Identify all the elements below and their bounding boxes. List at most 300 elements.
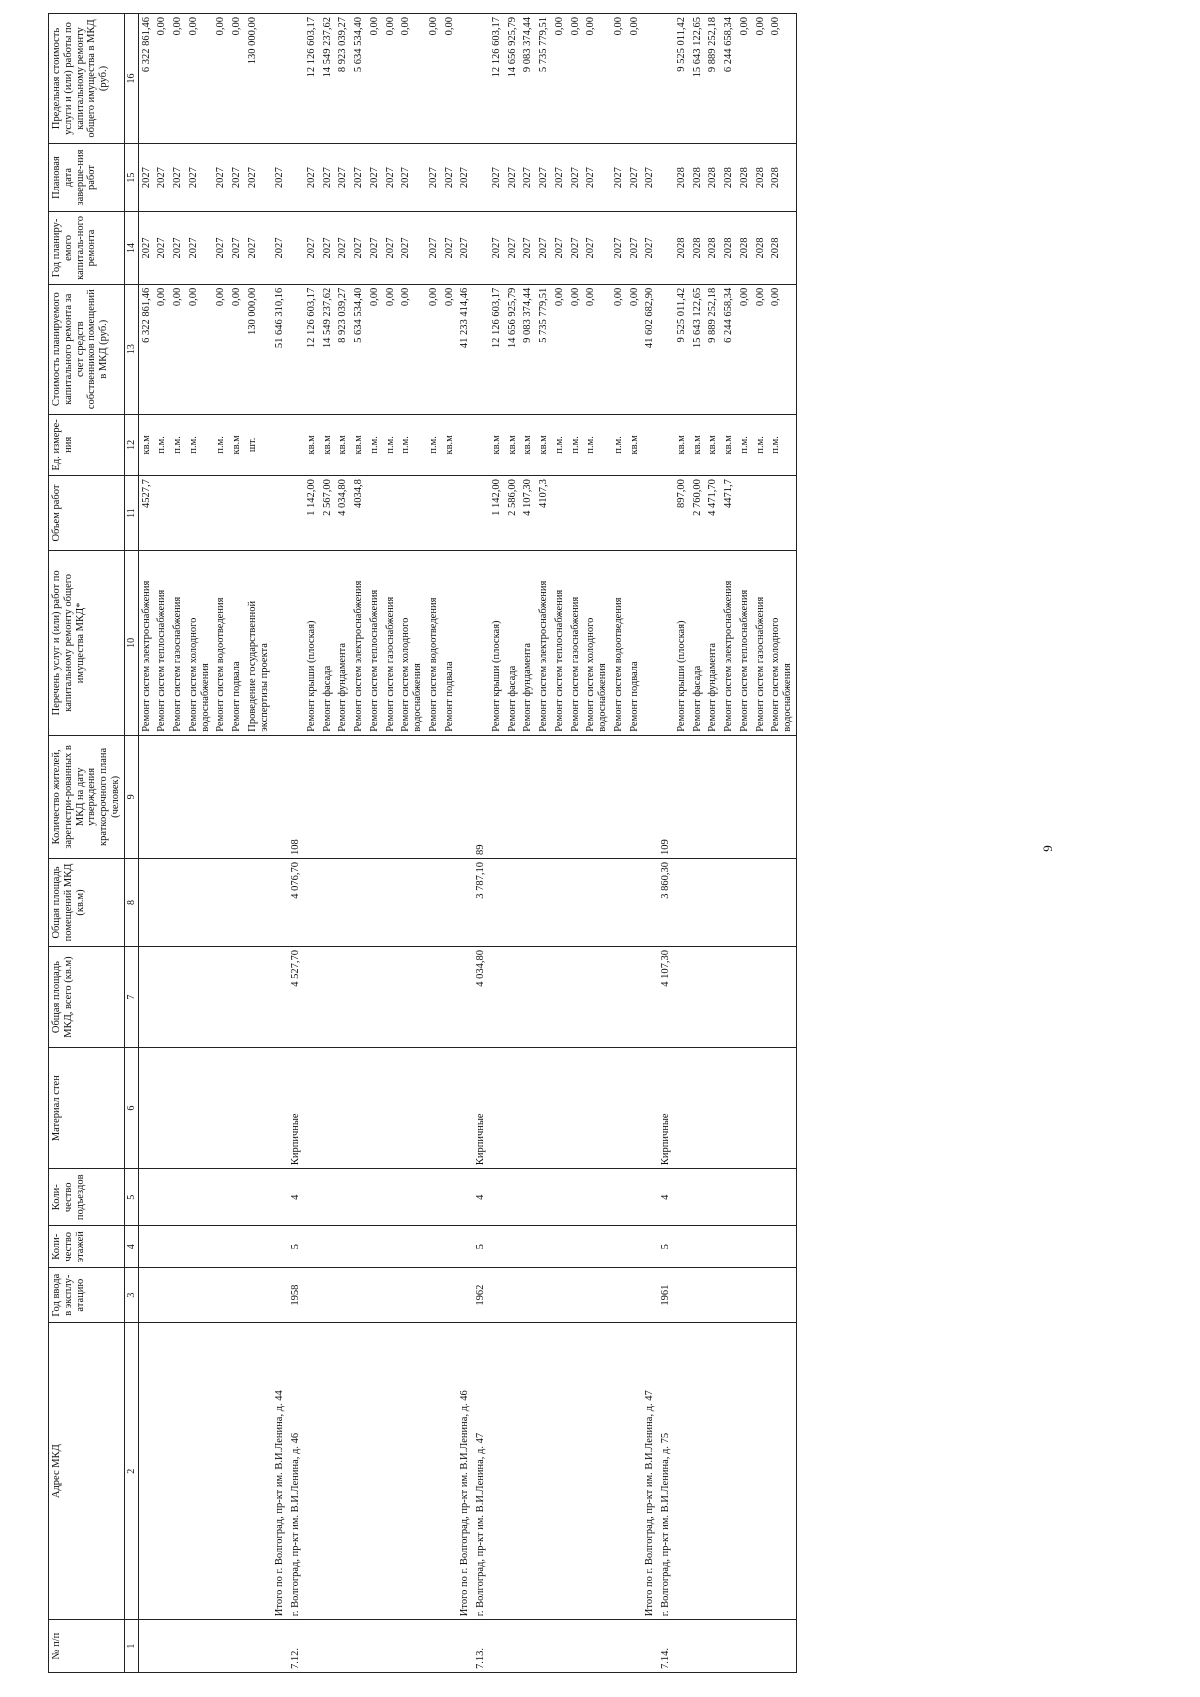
work-end-date: 2027: [383, 143, 399, 211]
empty-cell: [753, 1323, 769, 1620]
work-end-date: 2027: [245, 143, 273, 211]
work-year: 2028: [768, 212, 796, 285]
empty-cell: [768, 946, 796, 1047]
empty-cell: [658, 550, 674, 735]
empty-cell: [170, 1620, 186, 1673]
empty-cell: [674, 946, 690, 1047]
empty-cell: [583, 1048, 611, 1169]
work-unit: кв.м: [690, 414, 706, 476]
work-row: [690, 14, 706, 1673]
empty-cell: [442, 1226, 458, 1268]
house-row: [658, 14, 674, 1673]
empty-cell: [753, 1169, 769, 1226]
empty-cell: [170, 1169, 186, 1226]
empty-cell: [690, 1268, 706, 1323]
empty-cell: [245, 1048, 273, 1169]
work-row: [351, 14, 367, 1673]
empty-cell: [457, 1169, 473, 1226]
work-end-date: 2027: [170, 143, 186, 211]
work-cost: 8 923 039,27: [335, 284, 351, 414]
empty-cell: [505, 1169, 521, 1226]
work-name: Ремонт фундамента: [335, 550, 351, 735]
work-end-date: 2027: [320, 143, 336, 211]
work-volume: [442, 476, 458, 551]
work-end-date: 2028: [705, 143, 721, 211]
work-end-date: 2027: [229, 143, 245, 211]
empty-cell: [768, 735, 796, 858]
empty-cell: [721, 735, 737, 858]
empty-cell: [737, 858, 753, 946]
work-row: [213, 14, 229, 1673]
empty-cell: [288, 550, 304, 735]
empty-cell: [642, 1226, 658, 1268]
work-cost: 0,00: [627, 284, 643, 414]
empty-cell: [138, 1048, 154, 1169]
work-row: [520, 14, 536, 1673]
total-label: Итого по г. Волгоград, пр-кт им. В.И.Ленина, д. 47: [642, 1323, 658, 1620]
work-name: Ремонт систем холодного водоснабжения: [768, 550, 796, 735]
total-year: 2027: [642, 212, 658, 285]
work-unit: кв.м: [138, 414, 154, 476]
work-end-date: 2028: [768, 143, 796, 211]
work-row: [186, 14, 214, 1673]
empty-cell: [457, 858, 473, 946]
work-volume: 4527,7: [138, 476, 154, 551]
empty-cell: [426, 1048, 442, 1169]
empty-cell: [170, 946, 186, 1047]
area-total: 4 107,30: [658, 946, 674, 1047]
empty-cell: [457, 946, 473, 1047]
empty-cell: [505, 1226, 521, 1268]
work-name: Ремонт систем водоотведения: [213, 550, 229, 735]
empty-cell: [489, 946, 505, 1047]
empty-cell: [335, 946, 351, 1047]
empty-cell: [138, 1268, 154, 1323]
empty-cell: [536, 1226, 552, 1268]
empty-cell: [442, 946, 458, 1047]
empty-cell: [583, 1323, 611, 1620]
empty-cell: [304, 735, 320, 858]
work-unit: п.м.: [737, 414, 753, 476]
total-row: [457, 14, 473, 1673]
empty-cell: [186, 1268, 214, 1323]
empty-cell: [367, 1226, 383, 1268]
empty-cell: [213, 1169, 229, 1226]
area-rooms: 3 860,30: [658, 858, 674, 946]
work-cost: 12 126 603,17: [304, 284, 320, 414]
work-cost: 0,00: [154, 284, 170, 414]
empty-cell: [398, 1323, 426, 1620]
work-end-date: 2027: [505, 143, 521, 211]
work-volume: [383, 476, 399, 551]
work-row: [138, 14, 154, 1673]
empty-cell: [627, 1268, 643, 1323]
empty-cell: [753, 1268, 769, 1323]
empty-cell: [552, 1323, 568, 1620]
work-limit-cost: 130 000,00: [245, 14, 273, 144]
empty-cell: [213, 858, 229, 946]
empty-cell: [442, 1268, 458, 1323]
column-header: Общая площадь МКД, всего (кв.м): [49, 946, 125, 1047]
empty-cell: [705, 1323, 721, 1620]
empty-cell: [320, 1169, 336, 1226]
empty-cell: [304, 1169, 320, 1226]
empty-cell: [170, 1226, 186, 1268]
empty-cell: [320, 858, 336, 946]
work-name: Проведение государственной экспертизы проекта: [245, 550, 273, 735]
empty-cell: [658, 14, 674, 144]
empty-cell: [753, 735, 769, 858]
empty-cell: [398, 1268, 426, 1323]
work-year: 2027: [320, 212, 336, 285]
column-header: Адрес МКД: [49, 1323, 125, 1620]
work-unit: п.м.: [768, 414, 796, 476]
empty-cell: [520, 1323, 536, 1620]
empty-cell: [536, 946, 552, 1047]
empty-cell: [489, 1048, 505, 1169]
column-number: 10: [124, 550, 138, 735]
empty-cell: [351, 858, 367, 946]
empty-cell: [642, 476, 658, 551]
empty-cell: [383, 1268, 399, 1323]
empty-cell: [272, 735, 288, 858]
column-number: 11: [124, 476, 138, 551]
work-row: [568, 14, 584, 1673]
work-cost: 0,00: [213, 284, 229, 414]
empty-cell: [705, 1169, 721, 1226]
work-row: [768, 14, 796, 1673]
empty-cell: [536, 1268, 552, 1323]
work-end-date: 2027: [398, 143, 426, 211]
empty-cell: [229, 735, 245, 858]
work-name: Ремонт систем электроснабжения: [536, 550, 552, 735]
work-year: 2027: [398, 212, 426, 285]
work-limit-cost: 0,00: [426, 14, 442, 144]
work-name: Ремонт систем газоснабжения: [383, 550, 399, 735]
work-unit: п.м.: [611, 414, 627, 476]
empty-cell: [737, 946, 753, 1047]
empty-cell: [398, 1620, 426, 1673]
empty-cell: [721, 1268, 737, 1323]
empty-cell: [154, 1323, 170, 1620]
area-total: 4 527,70: [288, 946, 304, 1047]
empty-cell: [245, 1268, 273, 1323]
work-volume: [426, 476, 442, 551]
header-row: [49, 14, 125, 1673]
empty-cell: [705, 858, 721, 946]
work-unit: кв.м: [520, 414, 536, 476]
empty-cell: [753, 1620, 769, 1673]
house-address: г. Волгоград, пр-кт им. В.И.Ленина, д. 75: [658, 1323, 674, 1620]
work-row: [426, 14, 442, 1673]
work-volume: [213, 476, 229, 551]
empty-cell: [658, 143, 674, 211]
empty-cell: [351, 1169, 367, 1226]
empty-cell: [583, 1169, 611, 1226]
empty-cell: [627, 1226, 643, 1268]
work-year: 2027: [170, 212, 186, 285]
empty-cell: [272, 1620, 288, 1673]
empty-cell: [642, 1048, 658, 1169]
work-unit: п.м.: [213, 414, 229, 476]
work-end-date: 2027: [335, 143, 351, 211]
work-cost: 0,00: [170, 284, 186, 414]
work-limit-cost: 0,00: [768, 14, 796, 144]
work-name: Ремонт фундамента: [705, 550, 721, 735]
empty-cell: [367, 946, 383, 1047]
work-volume: [753, 476, 769, 551]
empty-cell: [690, 735, 706, 858]
work-name: Ремонт крыши (плоская): [489, 550, 505, 735]
empty-cell: [611, 1169, 627, 1226]
empty-cell: [552, 858, 568, 946]
work-row: [229, 14, 245, 1673]
empty-cell: [351, 946, 367, 1047]
empty-cell: [505, 735, 521, 858]
empty-cell: [552, 1169, 568, 1226]
work-year: 2027: [229, 212, 245, 285]
work-year: 2027: [611, 212, 627, 285]
work-name: Ремонт систем электроснабжения: [138, 550, 154, 735]
row-index: 7.13.: [473, 1620, 489, 1673]
work-cost: 0,00: [737, 284, 753, 414]
empty-cell: [768, 1048, 796, 1169]
work-unit: п.м.: [583, 414, 611, 476]
column-number: 9: [124, 735, 138, 858]
empty-cell: [213, 1323, 229, 1620]
total-label: Итого по г. Волгоград, пр-кт им. В.И.Ленина, д. 44: [272, 1323, 288, 1620]
empty-cell: [213, 946, 229, 1047]
column-numbers-row: [124, 14, 138, 1673]
column-number: 7: [124, 946, 138, 1047]
work-year: 2027: [552, 212, 568, 285]
column-number: 6: [124, 1048, 138, 1169]
empty-cell: [245, 1226, 273, 1268]
empty-cell: [721, 1169, 737, 1226]
empty-cell: [320, 1048, 336, 1169]
empty-cell: [304, 1048, 320, 1169]
work-limit-cost: 9 889 252,18: [705, 14, 721, 144]
total-row: [272, 14, 288, 1673]
empty-cell: [351, 1226, 367, 1268]
empty-cell: [536, 858, 552, 946]
work-name: Ремонт фасада: [505, 550, 521, 735]
empty-cell: [457, 550, 473, 735]
empty-cell: [320, 946, 336, 1047]
total-label: Итого по г. Волгоград, пр-кт им. В.И.Ленина, д. 46: [457, 1323, 473, 1620]
empty-cell: [426, 946, 442, 1047]
empty-cell: [611, 1268, 627, 1323]
work-row: [335, 14, 351, 1673]
empty-cell: [489, 1169, 505, 1226]
work-cost: 0,00: [383, 284, 399, 414]
work-cost: 15 643 122,65: [690, 284, 706, 414]
row-index: 7.14.: [658, 1620, 674, 1673]
empty-cell: [583, 1268, 611, 1323]
empty-cell: [473, 143, 489, 211]
empty-cell: [335, 1323, 351, 1620]
work-volume: 4 471,70: [705, 476, 721, 551]
work-limit-cost: 0,00: [213, 14, 229, 144]
page-number: 9: [1040, 845, 1055, 852]
empty-cell: [627, 1323, 643, 1620]
empty-cell: [520, 1226, 536, 1268]
empty-cell: [272, 1048, 288, 1169]
work-row: [154, 14, 170, 1673]
empty-cell: [737, 1323, 753, 1620]
empty-cell: [213, 735, 229, 858]
empty-cell: [583, 1620, 611, 1673]
empty-cell: [245, 1620, 273, 1673]
table-body: [138, 14, 796, 1673]
work-volume: 2 586,00: [505, 476, 521, 551]
total-end-date: 2027: [642, 143, 658, 211]
column-header: Плановая дата заверше-ния работ: [49, 143, 125, 211]
empty-cell: [690, 858, 706, 946]
empty-cell: [383, 946, 399, 1047]
area-rooms: 4 076,70: [288, 858, 304, 946]
empty-cell: [473, 414, 489, 476]
work-end-date: 2027: [351, 143, 367, 211]
work-year: 2027: [489, 212, 505, 285]
empty-cell: [583, 1226, 611, 1268]
empty-cell: [489, 1323, 505, 1620]
work-name: Ремонт систем водоотведения: [426, 550, 442, 735]
work-limit-cost: 0,00: [442, 14, 458, 144]
work-year: 2027: [213, 212, 229, 285]
empty-cell: [426, 1169, 442, 1226]
empty-cell: [627, 735, 643, 858]
work-cost: 9 525 011,42: [674, 284, 690, 414]
empty-cell: [304, 1226, 320, 1268]
empty-cell: [737, 1048, 753, 1169]
work-limit-cost: 0,00: [154, 14, 170, 144]
empty-cell: [335, 858, 351, 946]
empty-cell: [154, 735, 170, 858]
work-volume: 4034,8: [351, 476, 367, 551]
empty-cell: [138, 735, 154, 858]
empty-cell: [229, 1323, 245, 1620]
empty-cell: [186, 1048, 214, 1169]
empty-cell: [351, 735, 367, 858]
work-end-date: 2027: [367, 143, 383, 211]
empty-cell: [642, 1268, 658, 1323]
work-limit-cost: 0,00: [753, 14, 769, 144]
floors-count: 5: [288, 1226, 304, 1268]
empty-cell: [245, 1169, 273, 1226]
work-year: 2027: [186, 212, 214, 285]
empty-cell: [611, 858, 627, 946]
empty-cell: [367, 1268, 383, 1323]
work-year: 2027: [505, 212, 521, 285]
empty-cell: [442, 1620, 458, 1673]
entrances-count: 4: [473, 1169, 489, 1226]
work-unit: п.м.: [170, 414, 186, 476]
empty-cell: [170, 858, 186, 946]
house-address: г. Волгоград, пр-кт им. В.И.Ленина, д. 46: [288, 1323, 304, 1620]
work-limit-cost: 14 656 925,79: [505, 14, 521, 144]
empty-cell: [753, 858, 769, 946]
work-unit: кв.м: [304, 414, 320, 476]
empty-cell: [335, 735, 351, 858]
work-name: Ремонт подвала: [627, 550, 643, 735]
column-header: Материал стен: [49, 1048, 125, 1169]
work-volume: 2 760,00: [690, 476, 706, 551]
column-number: 4: [124, 1226, 138, 1268]
work-year: 2027: [627, 212, 643, 285]
work-year: 2028: [674, 212, 690, 285]
empty-cell: [272, 414, 288, 476]
work-cost: 5 735 779,51: [536, 284, 552, 414]
empty-cell: [505, 1620, 521, 1673]
total-cost: 51 646 310,16: [272, 284, 288, 414]
work-limit-cost: 0,00: [398, 14, 426, 144]
empty-cell: [457, 1226, 473, 1268]
empty-cell: [568, 1268, 584, 1323]
empty-cell: [674, 1048, 690, 1169]
column-header: Ед. измере-ния: [49, 414, 125, 476]
work-volume: [367, 476, 383, 551]
empty-cell: [520, 946, 536, 1047]
empty-cell: [705, 946, 721, 1047]
work-volume: 1 142,00: [304, 476, 320, 551]
empty-cell: [383, 1323, 399, 1620]
empty-cell: [442, 735, 458, 858]
column-number: 2: [124, 1323, 138, 1620]
empty-cell: [674, 1268, 690, 1323]
work-limit-cost: 12 126 603,17: [304, 14, 320, 144]
floors-count: 5: [658, 1226, 674, 1268]
empty-cell: [611, 946, 627, 1047]
empty-cell: [536, 1620, 552, 1673]
work-cost: 0,00: [442, 284, 458, 414]
empty-cell: [272, 946, 288, 1047]
work-end-date: 2027: [520, 143, 536, 211]
work-end-date: 2027: [442, 143, 458, 211]
work-row: [552, 14, 568, 1673]
work-limit-cost: 12 126 603,17: [489, 14, 505, 144]
empty-cell: [457, 414, 473, 476]
work-year: 2027: [367, 212, 383, 285]
empty-cell: [304, 1323, 320, 1620]
empty-cell: [658, 212, 674, 285]
empty-cell: [583, 946, 611, 1047]
empty-cell: [568, 735, 584, 858]
work-end-date: 2027: [568, 143, 584, 211]
empty-cell: [426, 1323, 442, 1620]
empty-cell: [186, 1620, 214, 1673]
empty-cell: [320, 735, 336, 858]
empty-cell: [705, 735, 721, 858]
work-year: 2027: [154, 212, 170, 285]
work-volume: [229, 476, 245, 551]
entrances-count: 4: [288, 1169, 304, 1226]
empty-cell: [335, 1048, 351, 1169]
empty-cell: [154, 1268, 170, 1323]
work-end-date: 2027: [138, 143, 154, 211]
year-built: 1962: [473, 1268, 489, 1323]
work-name: Ремонт систем электроснабжения: [721, 550, 737, 735]
work-volume: [245, 476, 273, 551]
work-unit: п.м.: [383, 414, 399, 476]
work-unit: п.м.: [398, 414, 426, 476]
work-year: 2028: [753, 212, 769, 285]
work-limit-cost: 14 549 237,62: [320, 14, 336, 144]
empty-cell: [272, 14, 288, 144]
work-year: 2027: [442, 212, 458, 285]
empty-cell: [304, 1268, 320, 1323]
empty-cell: [611, 1323, 627, 1620]
